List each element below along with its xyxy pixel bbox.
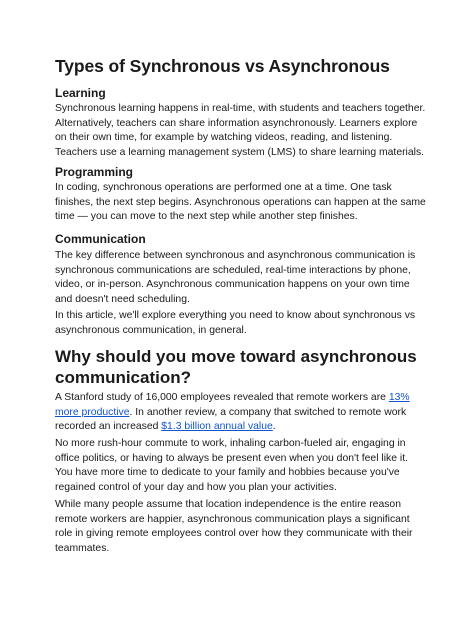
- section-heading-why-async: Why should you move toward asynchronous communication?: [55, 347, 417, 387]
- heading-communication: Communication: [55, 232, 146, 246]
- paragraph-location-independence: While many people assume that location independence is the entire reason remote workers are happier, asynchronous communication plays a significant role in giving remote employees control over how they communicate with their teammates.: [55, 499, 413, 554]
- page-title: Types of Synchronous vs Asynchronous: [55, 56, 390, 76]
- paragraph-commute: No more rush-hour commute to work, inhaling carbon-fueled air, engaging in office politics, or having to always be present even when you don't feel like it. You have more time to dedicate to your family and hobbies because you've regained control of your day and how you plan your activities.: [55, 438, 408, 493]
- heading-programming: Programming: [55, 165, 134, 179]
- paragraph-intro: In this article, we'll explore everything you need to know about synchronous vs asynchronous communication, in general.: [55, 310, 416, 336]
- heading-learning: Learning: [55, 86, 106, 100]
- paragraph-programming: In coding, synchronous operations are performed one at a time. One task finishes, the next step begins. Asynchronous operations can happen at the same time — you can move to the next step while another step finishes.: [55, 182, 426, 223]
- paragraph-learning: Synchronous learning happens in real-time, with students and teachers together. Alternatively, teachers can share information asynchronously. Learners explore on their own time, for example by watching videos, reading, and listening. Teachers use a learning management system (LMS) to share learning materials.: [55, 103, 426, 158]
- link-productivity[interactable]: 13% more productive: [55, 392, 410, 418]
- text-span: A Stanford study of 16,000 employees revealed that remote workers are: [55, 392, 389, 403]
- text-span: .: [272, 421, 276, 433]
- text-span: . In another review, a company that switched to remote work recorded an increased: [55, 406, 407, 433]
- paragraph-communication: The key difference between synchronous and asynchronous communication is synchronous communications are scheduled, real-time interactions by phone, video, or in-person. Asynchronous communication happens on your own time and doesn't need scheduling.: [55, 250, 416, 305]
- paragraph-stanford-study: [55, 391, 427, 435]
- link-annual-value[interactable]: $1.3 billion annual value: [161, 421, 273, 433]
